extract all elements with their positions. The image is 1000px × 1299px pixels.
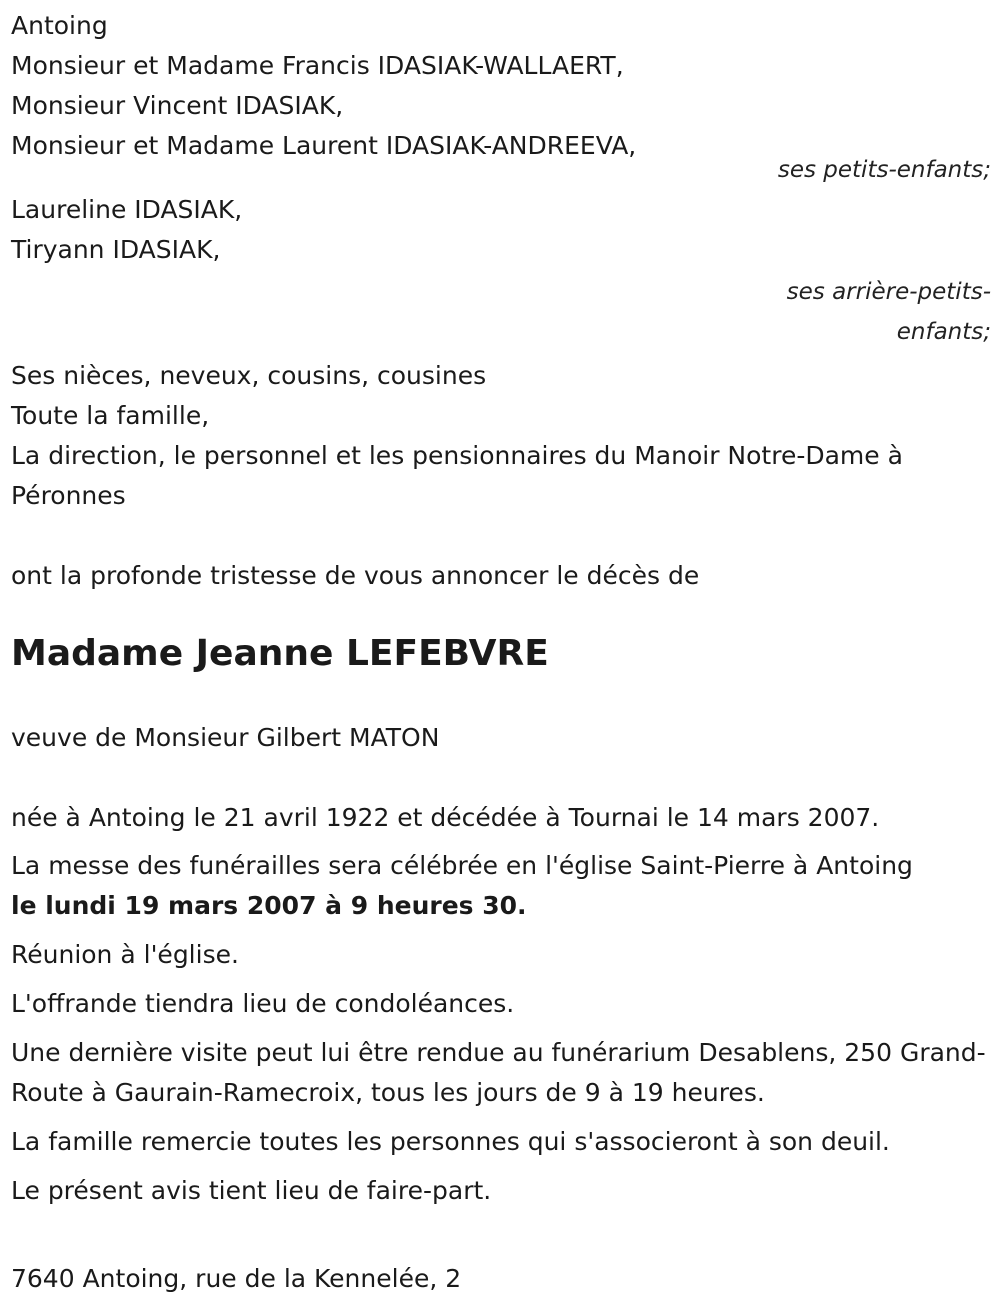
family-line: Toute la famille, [11,401,210,430]
thanks-text: La famille remercie toutes les personnes qui s'associeront à son deuil. [11,1127,890,1156]
mass-text: La messe des funérailles sera célébrée en l'église Saint-Pierre à Antoing [11,851,913,880]
grandchildren-relation: ses petits-enfants; [777,157,991,183]
mass-date: le lundi 19 mars 2007 à 9 heures 30. [11,891,527,920]
deceased-name: Madame Jeanne LEFEBVRE [11,633,549,674]
great-grandchild-name: Tiryann IDASIAK, [11,235,221,264]
funeral-block [11,846,991,1211]
great-grandchildren-relation-line1: ses arrière-petits- [786,279,991,305]
manoir-line: La direction, le personnel et les pensionnaires du Manoir Notre-Dame à Péronnes [11,441,903,510]
offering-text: L'offrande tiendra lieu de condoléances. [11,989,515,1018]
others-block [11,356,991,516]
grandchild-name: Monsieur et Madame Laurent IDASIAK-ANDREEVA, [11,131,637,160]
great-grandchildren-relation-line2: enfants; [896,319,991,345]
visit-text: Une dernière visite peut lui être rendue au funérarium Desablens, 250 Grand-Route à Gaurain-Ramecroix, tous les jours de 9 à 19 heures. [11,1038,986,1107]
birth-death-text: née à Antoing le 21 avril 1922 et décédée à Tournai le 14 mars 2007. [11,803,880,832]
announcement-text: ont la profonde tristesse de vous annoncer le décès de [11,561,700,590]
grandchild-name: Monsieur Vincent IDASIAK, [11,91,344,120]
meeting-text: Réunion à l'église. [11,940,239,969]
obituary-notice [11,6,991,1299]
widow-of-text: veuve de Monsieur Gilbert MATON [11,723,440,752]
great-grandchild-name: Laureline IDASIAK, [11,195,243,224]
header-place: Antoing [11,11,108,40]
address-text: 7640 Antoing, rue de la Kennelée, 2 [11,1264,462,1293]
notice-text: Le présent avis tient lieu de faire-part. [11,1176,492,1205]
great-grandchildren-block [11,190,991,352]
relatives-line: Ses nièces, neveux, cousins, cousines [11,361,487,390]
grandchild-name: Monsieur et Madame Francis IDASIAK-WALLAERT, [11,51,624,80]
grandchildren-block [11,46,991,190]
